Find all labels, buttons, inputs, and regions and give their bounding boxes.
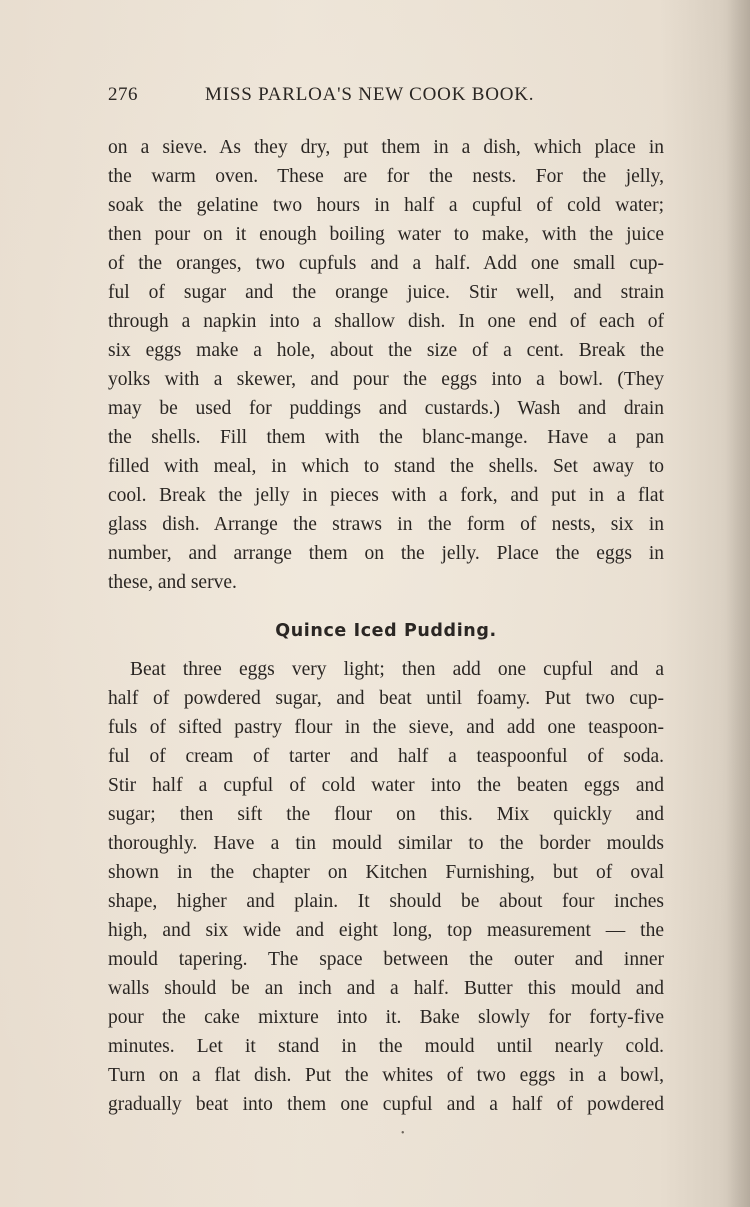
paragraph-1-line: may be used for puddings and custards.) Wash and drain bbox=[108, 398, 664, 419]
paragraph-1-line: the shells. Fill them with the blanc-mange. Have a pan bbox=[108, 427, 664, 448]
running-header bbox=[108, 84, 664, 112]
paragraph-1-line: number, and arrange them on the jelly. Place the eggs in bbox=[108, 543, 664, 564]
running-title: MISS PARLOA'S NEW COOK BOOK. bbox=[205, 84, 535, 105]
paragraph-1-line: yolks with a skewer, and pour the eggs into a bowl. (They bbox=[108, 369, 664, 390]
paragraph-2-line: pour the cake mixture into it. Bake slowly for forty-five bbox=[108, 1007, 664, 1028]
page-edge-shadow bbox=[726, 0, 750, 1207]
printer-mark: • bbox=[401, 1128, 405, 1139]
paragraph-2-line: Stir half a cupful of cold water into the beaten eggs and bbox=[108, 775, 664, 796]
recipe-heading: Quince Iced Pudding. bbox=[275, 621, 497, 641]
paragraph-1-line: the warm oven. These are for the nests. For the jelly, bbox=[108, 166, 664, 187]
page-number: 276 bbox=[108, 84, 138, 105]
paragraph-2-line: half of powdered sugar, and beat until foamy. Put two cup- bbox=[108, 688, 664, 709]
paragraph-2-line: fuls of sifted pastry flour in the sieve, and add one teaspoon- bbox=[108, 717, 664, 738]
paragraph-1-line: six eggs make a hole, about the size of a cent. Break the bbox=[108, 340, 664, 361]
paragraph-1-line: glass dish. Arrange the straws in the form of nests, six in bbox=[108, 514, 664, 535]
paragraph-1-line: through a napkin into a shallow dish. In one end of each of bbox=[108, 311, 664, 332]
paragraph-2-line: sugar; then sift the flour on this. Mix quickly and bbox=[108, 804, 664, 825]
paragraph-1-line: on a sieve. As they dry, put them in a dish, which place in bbox=[108, 137, 664, 158]
paragraph-2-line: gradually beat into them one cupful and a half of powdered bbox=[108, 1094, 664, 1115]
paragraph-2-line: mould tapering. The space between the outer and inner bbox=[108, 949, 664, 970]
paragraph-2-line: minutes. Let it stand in the mould until nearly cold. bbox=[108, 1036, 664, 1057]
paragraph-1-line: then pour on it enough boiling water to make, with the juice bbox=[108, 224, 664, 245]
paragraph-2-line: shape, higher and plain. It should be about four inches bbox=[108, 891, 664, 912]
paragraph-2-line: ful of cream of tarter and half a teaspoonful of soda. bbox=[108, 746, 664, 767]
paragraph-1-line: cool. Break the jelly in pieces with a fork, and put in a flat bbox=[108, 485, 664, 506]
paragraph-2-line: Beat three eggs very light; then add one cupful and a bbox=[130, 659, 664, 680]
paragraph-1-line: filled with meal, in which to stand the shells. Set away to bbox=[108, 456, 664, 477]
paragraph-2-line: shown in the chapter on Kitchen Furnishing, but of oval bbox=[108, 862, 664, 883]
paragraph-1-line: these, and serve. bbox=[108, 572, 237, 593]
paragraph-2-line: walls should be an inch and a half. Butter this mould and bbox=[108, 978, 664, 999]
paragraph-2-line: thoroughly. Have a tin mould similar to the border moulds bbox=[108, 833, 664, 854]
paragraph-1-line: of the oranges, two cupfuls and a half. Add one small cup- bbox=[108, 253, 664, 274]
paragraph-1-line: ful of sugar and the orange juice. Stir well, and strain bbox=[108, 282, 664, 303]
paragraph-2-line: high, and six wide and eight long, top measurement — the bbox=[108, 920, 664, 941]
paragraph-1-line: soak the gelatine two hours in half a cupful of cold water; bbox=[108, 195, 664, 216]
paragraph-2-line: Turn on a flat dish. Put the whites of two eggs in a bowl, bbox=[108, 1065, 664, 1086]
